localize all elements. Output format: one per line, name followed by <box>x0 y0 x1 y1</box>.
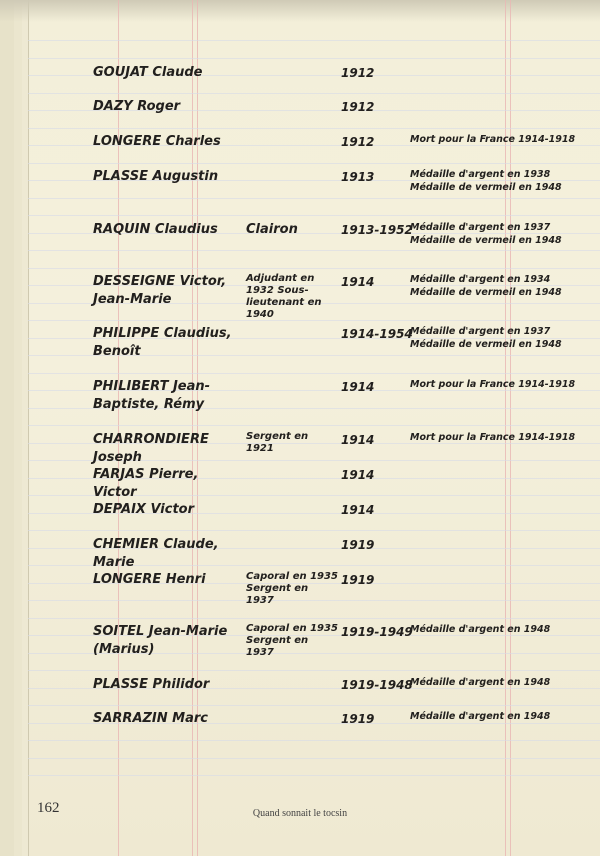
notes <box>410 133 595 146</box>
note-line: Médaille de vermeil en 1948 <box>410 182 562 193</box>
person-name: LONGERE Henri <box>93 572 206 587</box>
notes <box>410 221 595 247</box>
ruled-line-horizontal <box>28 373 600 374</box>
ruled-line-horizontal <box>28 58 600 59</box>
service-years: 1912 <box>341 135 375 149</box>
person-name: GOUJAT Claude <box>93 65 203 80</box>
person-name: DEPAIX Victor <box>93 502 195 517</box>
service-years: 1913 <box>341 170 375 184</box>
notes <box>410 623 595 636</box>
ruled-line-horizontal <box>28 758 600 759</box>
paper-edge <box>0 0 15 856</box>
service-years: 1914 <box>341 380 375 394</box>
service-years: 1914 <box>341 468 375 482</box>
service-years: 1919-1948 <box>341 678 413 692</box>
person-name: DESSEIGNE Victor, Jean-Marie <box>93 274 227 307</box>
notes <box>410 710 595 723</box>
note-line: Médaille d'argent en 1948 <box>410 711 551 722</box>
ruled-line-horizontal <box>28 740 600 741</box>
note-line: Médaille de vermeil en 1948 <box>410 339 562 350</box>
notes <box>410 273 595 299</box>
notes <box>410 168 595 194</box>
notes <box>410 325 595 351</box>
ruled-line-horizontal <box>28 530 600 531</box>
ruled-line-horizontal <box>28 198 600 199</box>
person-name: SARRAZIN Marc <box>93 711 209 726</box>
person-name: FARJAS Pierre, Victor <box>93 467 199 500</box>
notes <box>410 378 595 391</box>
service-years: 1912 <box>341 66 375 80</box>
rank: Clairon <box>246 222 298 237</box>
ruled-line-horizontal <box>28 775 600 776</box>
note-line: Médaille d'argent en 1948 <box>410 624 551 635</box>
person-name: SOITEL Jean-Marie (Marius) <box>93 624 228 657</box>
person-name: PLASSE Augustin <box>93 169 219 184</box>
page-number: 162 <box>37 800 60 816</box>
ruled-line-horizontal <box>28 670 600 671</box>
note-line: Médaille d'argent en 1948 <box>410 677 551 688</box>
ruled-line-horizontal <box>28 705 600 706</box>
ruled-line-horizontal <box>28 163 600 164</box>
note-line: Mort pour la France 1914-1918 <box>410 432 576 443</box>
notes <box>410 431 595 444</box>
rank: Sergent en 1921 <box>246 431 309 454</box>
person-name: LONGERE Charles <box>93 134 221 149</box>
ruled-line-horizontal <box>28 268 600 269</box>
person-name: PHILIBERT Jean-Baptiste, Rémy <box>93 379 211 412</box>
service-years: 1919 <box>341 573 375 587</box>
service-years: 1919 <box>341 712 375 726</box>
note-line: Médaille de vermeil en 1948 <box>410 235 562 246</box>
person-name: PLASSE Philidor <box>93 677 210 692</box>
ruled-line-horizontal <box>28 250 600 251</box>
notes <box>410 676 595 689</box>
service-years: 1914 <box>341 433 375 447</box>
person-name: CHEMIER Claude, Marie <box>93 537 219 570</box>
person-name: DAZY Roger <box>93 99 181 114</box>
person-name: PHILIPPE Claudius, Benoît <box>93 326 232 359</box>
note-line: Mort pour la France 1914-1918 <box>410 134 576 145</box>
note-line: Médaille de vermeil en 1948 <box>410 287 562 298</box>
person-name: RAQUIN Claudius <box>93 222 218 237</box>
note-line: Médaille d'argent en 1937 <box>410 326 551 337</box>
rank: Caporal en 1935 Sergent en 1937 <box>246 623 338 658</box>
service-years: 1919-1949 <box>341 625 413 639</box>
note-line: Médaille d'argent en 1934 <box>410 274 551 285</box>
service-years: 1914-1954 <box>341 327 413 341</box>
ruled-line-horizontal <box>28 128 600 129</box>
ruled-line-horizontal <box>28 425 600 426</box>
service-years: 1912 <box>341 100 375 114</box>
service-years: 1913-1952 <box>341 223 413 237</box>
service-years: 1919 <box>341 538 375 552</box>
service-years: 1914 <box>341 275 375 289</box>
service-years: 1914 <box>341 503 375 517</box>
ruled-line-horizontal <box>28 93 600 94</box>
note-line: Médaille d'argent en 1938 <box>410 169 551 180</box>
note-line: Médaille d'argent en 1937 <box>410 222 551 233</box>
rank: Caporal en 1935 Sergent en 1937 <box>246 571 338 606</box>
book-title: Quand sonnait le tocsin <box>252 808 348 819</box>
ruled-line-horizontal <box>28 215 600 216</box>
note-line: Mort pour la France 1914-1918 <box>410 379 576 390</box>
ruled-line-horizontal <box>28 40 600 41</box>
person-name: CHARRONDIERE Joseph <box>93 432 209 465</box>
ruled-line-horizontal <box>28 618 600 619</box>
rank: Adjudant en 1932 Sous-lieutenant en 1940 <box>246 273 322 320</box>
